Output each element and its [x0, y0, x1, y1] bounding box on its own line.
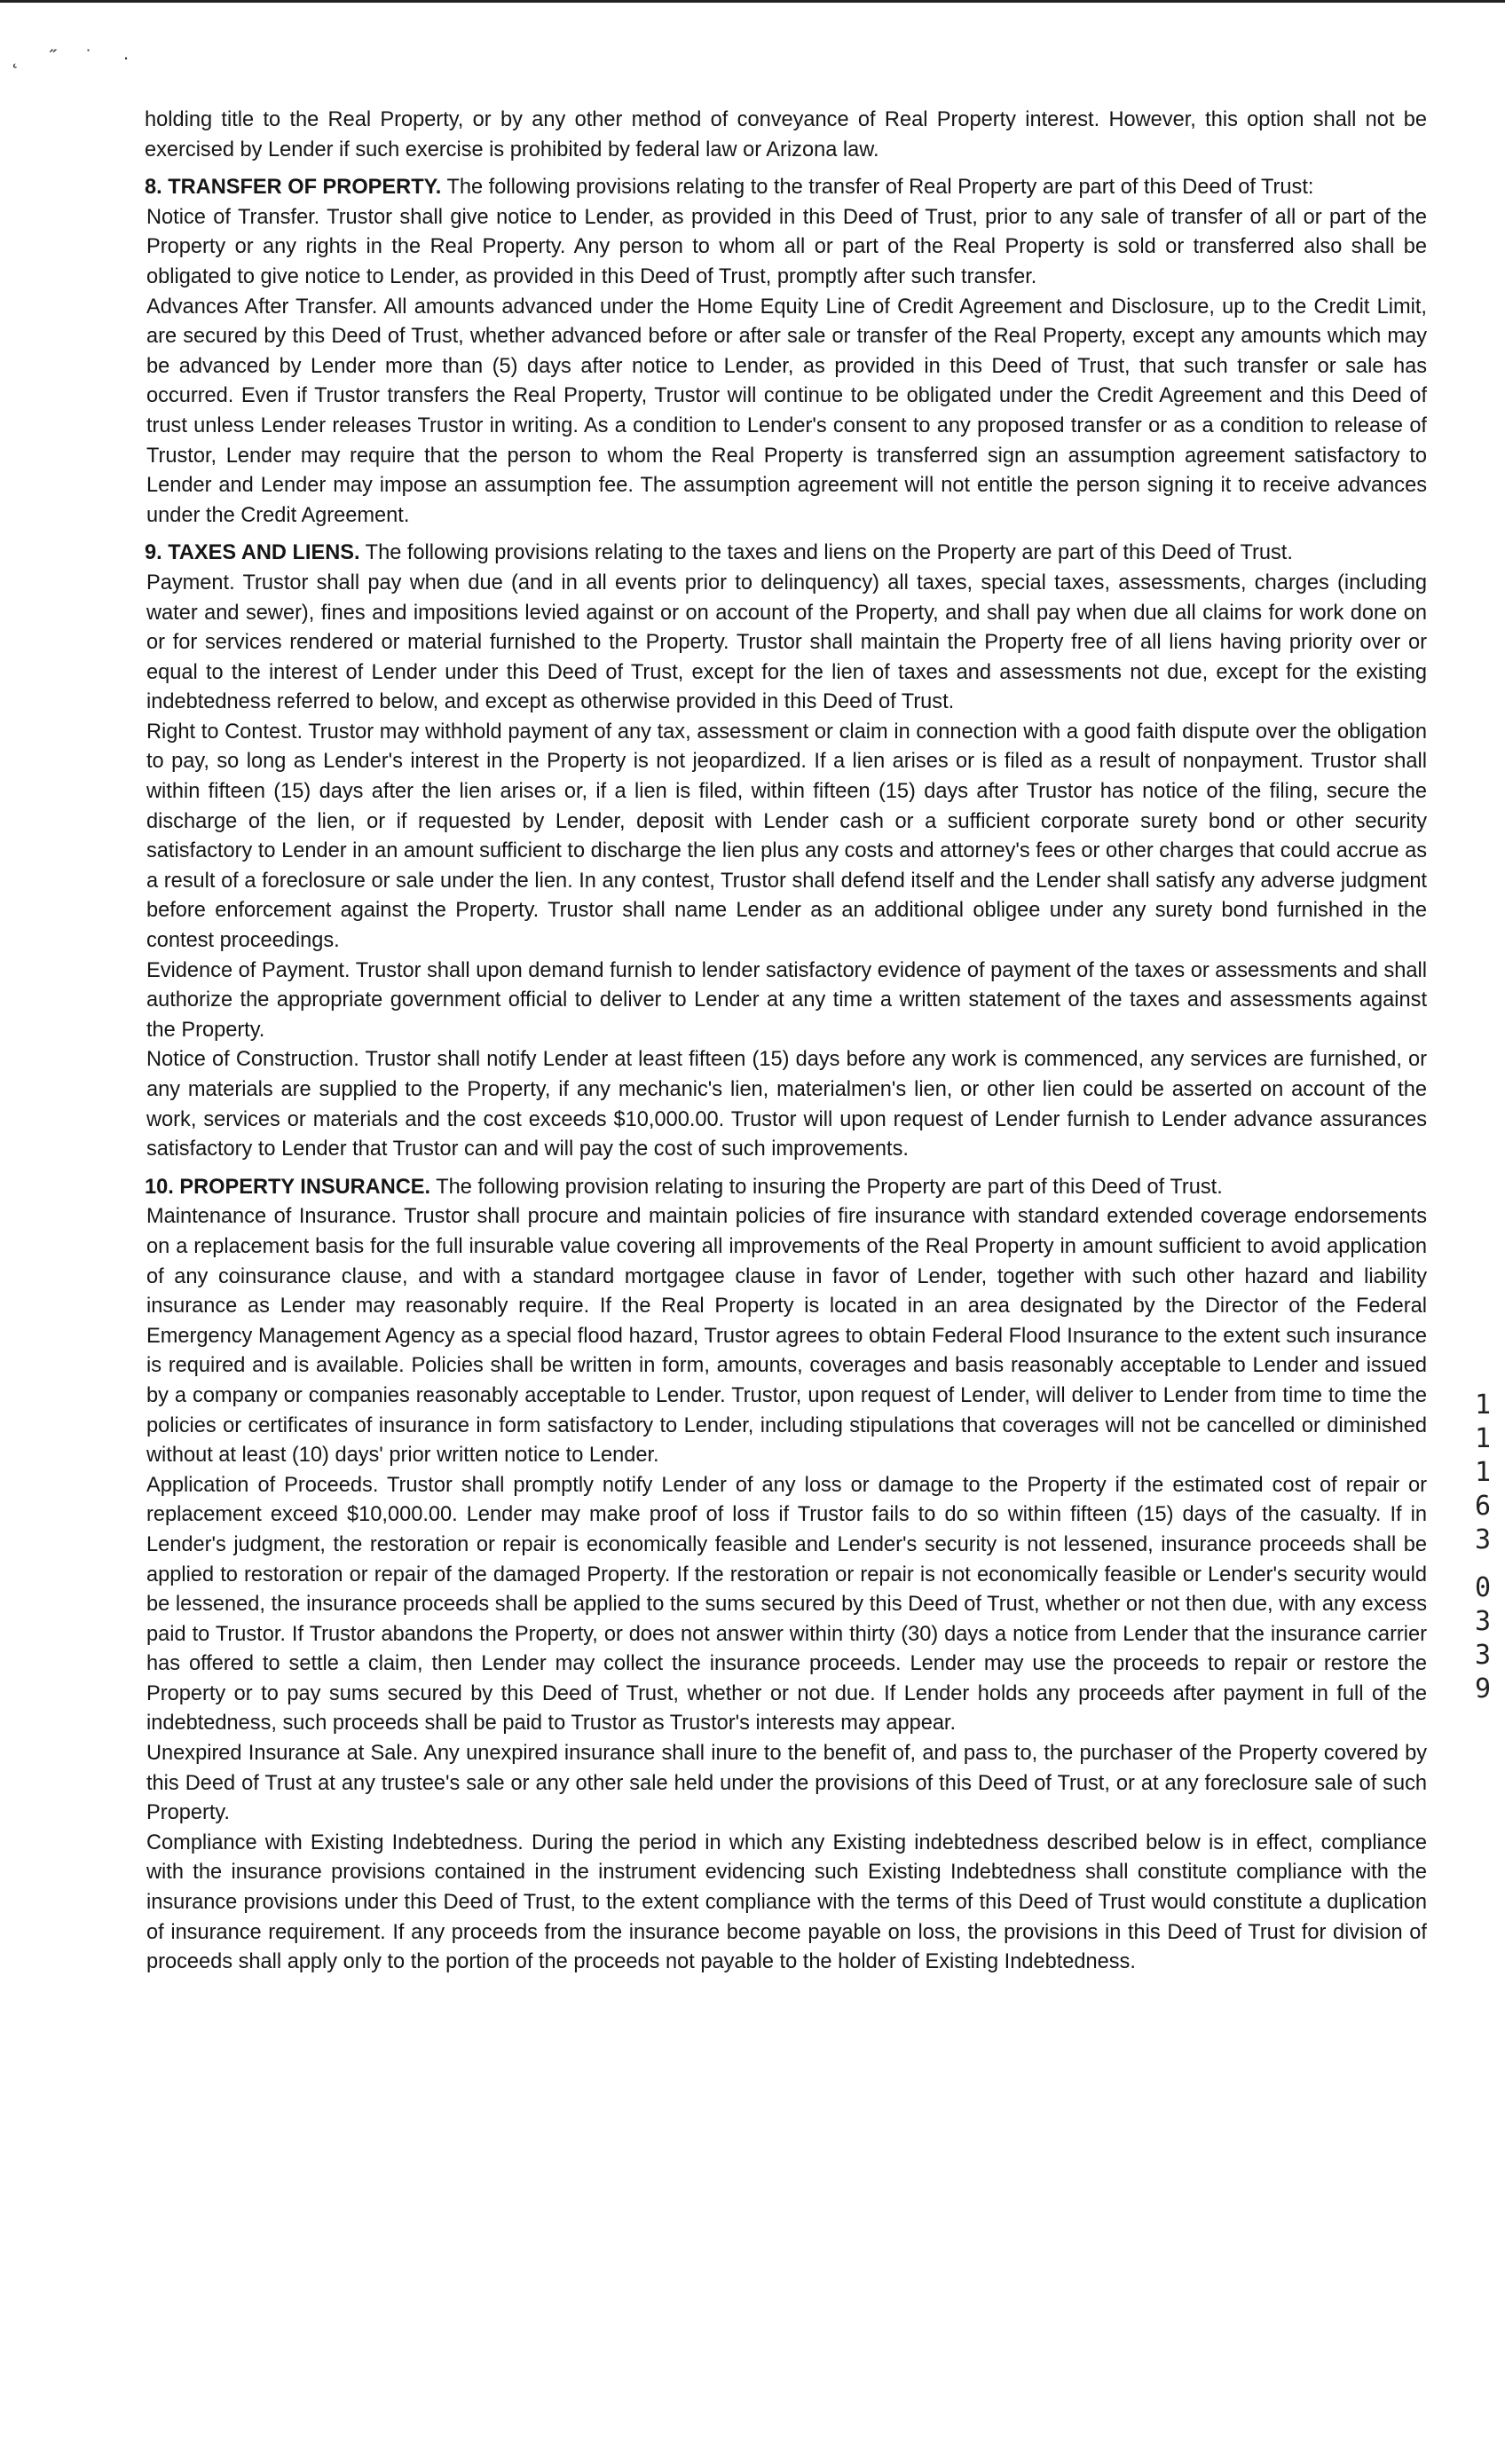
- stamp-digit: 3: [1474, 1524, 1492, 1555]
- section-10-intro: The following provision relating to insuring the Property are part of this Deed of Trust.: [436, 1175, 1223, 1199]
- stamp-digit: 1: [1474, 1457, 1492, 1488]
- margin-recording-number: [1465, 1389, 1501, 1706]
- evidence-of-payment-paragraph: Evidence of Payment. Trustor shall upon demand furnish to lender satisfactory evidence of payment of the taxes or assessments and shall authorize the appropriate government official to deliver to Lender at any time a written statement of the taxes and assessments against the Property.: [146, 958, 1427, 1042]
- top-border-line: [0, 0, 1505, 3]
- compliance-existing-indebtedness-paragraph: Compliance with Existing Indebtedness. During the period in which any Existing indebtedness described below is in effect, compliance with the insurance provisions contained in the instrument evidencing such Existing Indebtedness shall constitute compliance with the insurance provisions under this Deed of Trust, to the extent compliance with the terms of this Deed of Trust would constitute a duplication of insurance requirement. If any proceeds from the insurance become payable on loss, the provisions in this Deed of Trust for division of proceeds shall apply only to the portion of the proceeds not payable to the holder of Existing Indebtedness.: [146, 1830, 1427, 1974]
- stamp-digit: 3: [1474, 1606, 1492, 1637]
- section-8-intro: The following provisions relating to the transfer of Real Property are part of this Deed of Trust:: [446, 176, 1314, 200]
- section-9: [145, 539, 1427, 569]
- notice-of-construction-paragraph: Notice of Construction. Trustor shall notify Lender at least fifteen (15) days before any work is commenced, any services are furnished, or any materials are supplied to the Property, if any mechanic's lien, materialmen's lien, or other lien could be asserted on account of the work, services or materials and the cost exceeds $10,000.00. Trustor will upon request of Lender furnish to Lender advance assurances satisfactory to Lender that Trustor can and will pay the cost of such improvements.: [146, 1048, 1427, 1161]
- section-10-heading: 10. PROPERTY INSURANCE.: [145, 1175, 431, 1199]
- section-8: [145, 173, 1427, 203]
- maintenance-of-insurance-paragraph: Maintenance of Insurance. Trustor shall procure and maintain policies of fire insurance with standard extended coverage endorsements on a replacement basis for the full insurable value covering all improvements of the Real Property in amount sufficient to avoid application of any coinsurance clause, and with a standard mortgagee clause in favor of Lender, together with such other hazard and liability insurance as Lender may reasonably require. If the Real Property is located in an area designated by the Director of the Federal Emergency Management Agency as a special flood hazard, Trustor agrees to obtain Federal Flood Insurance to the extent such insurance is required and is available. Policies shall be written in form, amounts, coverages and basis reasonably acceptable to Lender and issued by a company or companies reasonably acceptable to Lender. Trustor, upon request of Lender, will deliver to Lender from time to time the policies or certificates of insurance in form satisfactory to Lender, including stipulations that coverages will not be cancelled or diminished without at least (10) days' prior written notice to Lender.: [146, 1205, 1427, 1468]
- stamp-digit: 3: [1474, 1640, 1492, 1671]
- document-body: [145, 106, 1427, 1978]
- stamp-digit: 6: [1474, 1491, 1492, 1522]
- stamp-digit: 1: [1474, 1389, 1492, 1421]
- section-8-heading: 8. TRANSFER OF PROPERTY.: [145, 176, 442, 200]
- stamp-digit: 0: [1474, 1572, 1492, 1603]
- scan-artifact-marks: ˛ ˝ ˙ ·: [12, 46, 142, 68]
- section-10: [145, 1173, 1427, 1203]
- stamp-digit: 1: [1474, 1423, 1492, 1454]
- application-of-proceeds-paragraph: Application of Proceeds. Trustor shall promptly notify Lender of any loss or damage to the Property if the estimated cost of repair or replacement exceed $10,000.00. Lender may make proof of loss if Trustor fails to do so within fifteen (15) days of the casualty. If in Lender's judgment, the restoration or repair is economically feasible and Lender's security is not lessened, insurance proceeds shall be applied to restoration or repair of the damaged Property. If the restoration or repair is not economically feasible or Lender's security would be lessened, the insurance proceeds shall be applied to the sums secured by this Deed of Trust, whether or not then due, with any excess paid to Trustor. If Trustor abandons the Property, or does not answer within thirty (30) days a notice from Lender that the insurance carrier has offered to settle a claim, then Lender may collect the insurance proceeds. Lender may use the proceeds to repair or restore the Property or to pay sums secured by this Deed of Trust, whether or not due. If Lender holds any proceeds after payment in full of the indebtedness, such proceeds shall be paid to Trustor as Trustor's interests may appear.: [146, 1473, 1427, 1736]
- continuation-paragraph: holding title to the Real Property, or by any other method of conveyance of Real Property interest. However, this option shall not be exercised by Lender if such exercise is prohibited by federal law or Arizona law.: [145, 108, 1427, 161]
- unexpired-insurance-paragraph: Unexpired Insurance at Sale. Any unexpired insurance shall inure to the benefit of, and pass to, the purchaser of the Property covered by this Deed of Trust at any trustee's sale or any other sale held under the provisions of this Deed of Trust, or at any foreclosure sale of such Property.: [146, 1742, 1427, 1825]
- advances-after-transfer-paragraph: Advances After Transfer. All amounts advanced under the Home Equity Line of Credit Agreement and Disclosure, up to the Credit Limit, are secured by this Deed of Trust, whether advanced before or after sale or transfer of the Real Property, except any amounts which may be advanced by Lender more than (5) days after notice to Lender, as provided in this Deed of Trust, that such transfer or sale has occurred. Even if Trustor transfers the Real Property, Trustor will continue to be obligated under the Credit Agreement and this Deed of trust unless Lender releases Trustor in writing. As a condition to Lender's consent to any proposed transfer or as a condition to release of Trustor, Lender may require that the person to whom the Real Property is transferred sign an assumption agreement satisfactory to Lender and Lender may impose an assumption fee. The assumption agreement will not entitle the person signing it to receive advances under the Credit Agreement.: [146, 295, 1427, 527]
- stamp-digit: 9: [1474, 1673, 1492, 1704]
- right-to-contest-paragraph: Right to Contest. Trustor may withhold payment of any tax, assessment or claim in connection with a good faith dispute over the obligation to pay, so long as Lender's interest in the Property is not jeopardized. If a lien arises or is filed as a result of nonpayment. Trustor shall within fifteen (15) days after the lien arises or, if a lien is filed, within fifteen (15) days after Trustor has notice of the filing, secure the discharge of the lien, or if requested by Lender, deposit with Lender cash or a sufficient corporate surety bond or other security satisfactory to Lender in an amount sufficient to discharge the lien plus any costs and attorney's fees or other charges that could accrue as a result of a foreclosure or sale under the lien. In any contest, Trustor shall defend itself and the Lender shall satisfy any adverse judgment before enforcement against the Property. Trustor shall name Lender as an additional obligee under any surety bond furnished in the contest proceedings.: [146, 720, 1427, 953]
- notice-of-transfer-paragraph: Notice of Transfer. Trustor shall give notice to Lender, as provided in this Deed of Trust, prior to any sale of transfer of all or part of the Property or any rights in the Real Property. Any person to whom all or part of the Real Property is sold or transferred also shall be obligated to give notice to Lender, as provided in this Deed of Trust, promptly after such transfer.: [146, 205, 1427, 288]
- payment-paragraph: Payment. Trustor shall pay when due (and in all events prior to delinquency) all taxes, special taxes, assessments, charges (including water and sewer), fines and impositions levied against or on account of the Property, and shall pay when due all claims for work done on or for services rendered or material furnished to the Property. Trustor shall maintain the Property free of all liens having priority over or equal to the interest of Lender under this Deed of Trust, except for the lien of taxes and assessments not due, except for the existing indebtedness referred to below, and except as otherwise provided in this Deed of Trust.: [146, 571, 1427, 714]
- section-9-heading: 9. TAXES AND LIENS.: [145, 541, 360, 565]
- section-9-intro: The following provisions relating to the taxes and liens on the Property are part of this Deed of Trust.: [365, 541, 1293, 565]
- stamp-gap: [1465, 1557, 1501, 1571]
